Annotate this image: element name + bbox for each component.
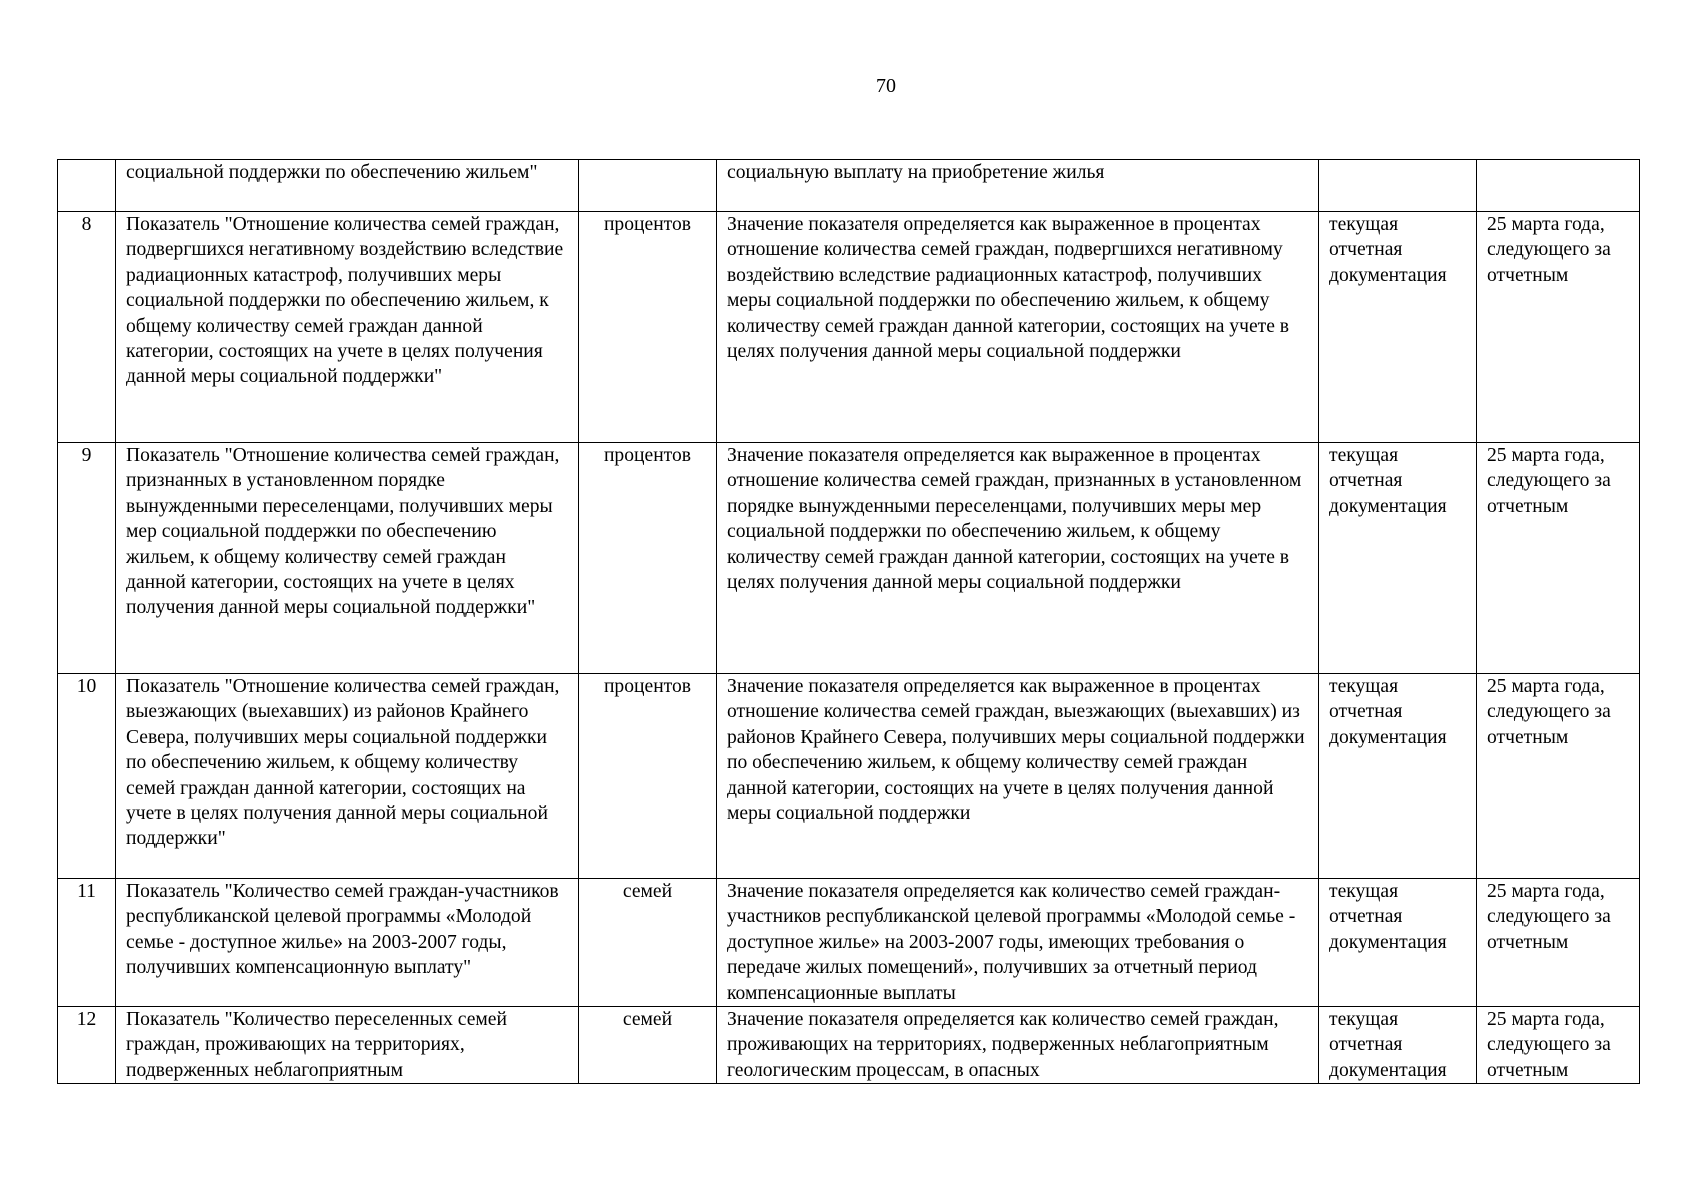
data-source: текущая отчетная документация [1319, 1007, 1477, 1084]
unit-of-measure: семей [579, 879, 717, 1007]
row-number [58, 160, 116, 212]
indicator-name: социальной поддержки по обеспечению жильем" [116, 160, 579, 212]
indicators-table [57, 159, 1640, 1084]
table-row [58, 879, 1640, 1007]
page-number: 70 [876, 75, 896, 97]
table-row [58, 674, 1640, 879]
data-source: текущая отчетная документация [1319, 443, 1477, 674]
row-number: 8 [58, 212, 116, 443]
table-row [58, 160, 1640, 212]
indicator-name: Показатель "Отношение количества семей граждан, выезжающих (выехавших) из районов Крайнего Севера, получивших меры социальной поддержки по обеспечению жильем, к общему количеству семей граждан данной категории, состоящих на учете в целях получения данной меры социальной поддержки" [116, 674, 579, 879]
unit-of-measure: процентов [579, 443, 717, 674]
calculation-method: социальную выплату на приобретение жилья [717, 160, 1319, 212]
deadline: 25 марта года, следующего за отчетным [1477, 674, 1640, 879]
calculation-method: Значение показателя определяется как выраженное в процентах отношение количества семей граждан, подвергшихся негативному воздействию вследствие радиационных катастроф, получивших меры социальной поддержки по обеспечению жильем, к общему количеству семей граждан данной категории, состоящих на учете в целях получения данной меры социальной поддержки [717, 212, 1319, 443]
table-row [58, 1007, 1640, 1084]
deadline: 25 марта года, следующего за отчетным [1477, 443, 1640, 674]
data-source [1319, 160, 1477, 212]
indicator-name: Показатель "Количество семей граждан-участников республиканской целевой программы «Молодой семье - доступное жилье» на 2003-2007 годы, получивших компенсационную выплату" [116, 879, 579, 1007]
calculation-method: Значение показателя определяется как выраженное в процентах отношение количества семей граждан, выезжающих (выехавших) из районов Крайнего Севера, получивших меры социальной поддержки по обеспечению жильем, к общему количеству семей граждан данной категории, состоящих на учете в целях получения данной меры социальной поддержки [717, 674, 1319, 879]
row-number: 10 [58, 674, 116, 879]
indicator-name: Показатель "Количество переселенных семей граждан, проживающих на территориях, подверженных неблагоприятным [116, 1007, 579, 1084]
unit-of-measure: процентов [579, 212, 717, 443]
deadline: 25 марта года, следующего за отчетным [1477, 212, 1640, 443]
calculation-method: Значение показателя определяется как количество семей граждан, проживающих на территориях, подверженных неблагоприятным геологическим процессам, в опасных [717, 1007, 1319, 1084]
table-row [58, 443, 1640, 674]
calculation-method: Значение показателя определяется как выраженное в процентах отношение количества семей граждан, признанных в установленном порядке вынужденными переселенцами, получивших меры мер социальной поддержки по обеспечению жильем, к общему количеству семей граждан данной категории, состоящих на учете в целях получения данной меры социальной поддержки [717, 443, 1319, 674]
unit-of-measure: семей [579, 1007, 717, 1084]
table-row [58, 212, 1640, 443]
data-source: текущая отчетная документация [1319, 879, 1477, 1007]
indicator-name: Показатель "Отношение количества семей граждан, признанных в установленном порядке вынужденными переселенцами, получивших меры мер социальной поддержки по обеспечению жильем, к общему количеству семей граждан данной категории, состоящих на учете в целях получения данной меры социальной поддержки" [116, 443, 579, 674]
row-number: 12 [58, 1007, 116, 1084]
data-source: текущая отчетная документация [1319, 674, 1477, 879]
unit-of-measure: процентов [579, 674, 717, 879]
row-number: 11 [58, 879, 116, 1007]
calculation-method: Значение показателя определяется как количество семей граждан-участников республиканской целевой программы «Молодой семье - доступное жилье» на 2003-2007 годы, имеющих требования о передаче жилых помещений», получивших за отчетный период компенсационные выплаты [717, 879, 1319, 1007]
unit-of-measure [579, 160, 717, 212]
deadline: 25 марта года, следующего за отчетным [1477, 879, 1640, 1007]
indicator-name: Показатель "Отношение количества семей граждан, подвергшихся негативному воздействию вследствие радиационных катастроф, получивших меры социальной поддержки по обеспечению жильем, к общему количеству семей граждан данной категории, состоящих на учете в целях получения данной меры социальной поддержки" [116, 212, 579, 443]
row-number: 9 [58, 443, 116, 674]
deadline [1477, 160, 1640, 212]
data-source: текущая отчетная документация [1319, 212, 1477, 443]
deadline: 25 марта года, следующего за отчетным [1477, 1007, 1640, 1084]
